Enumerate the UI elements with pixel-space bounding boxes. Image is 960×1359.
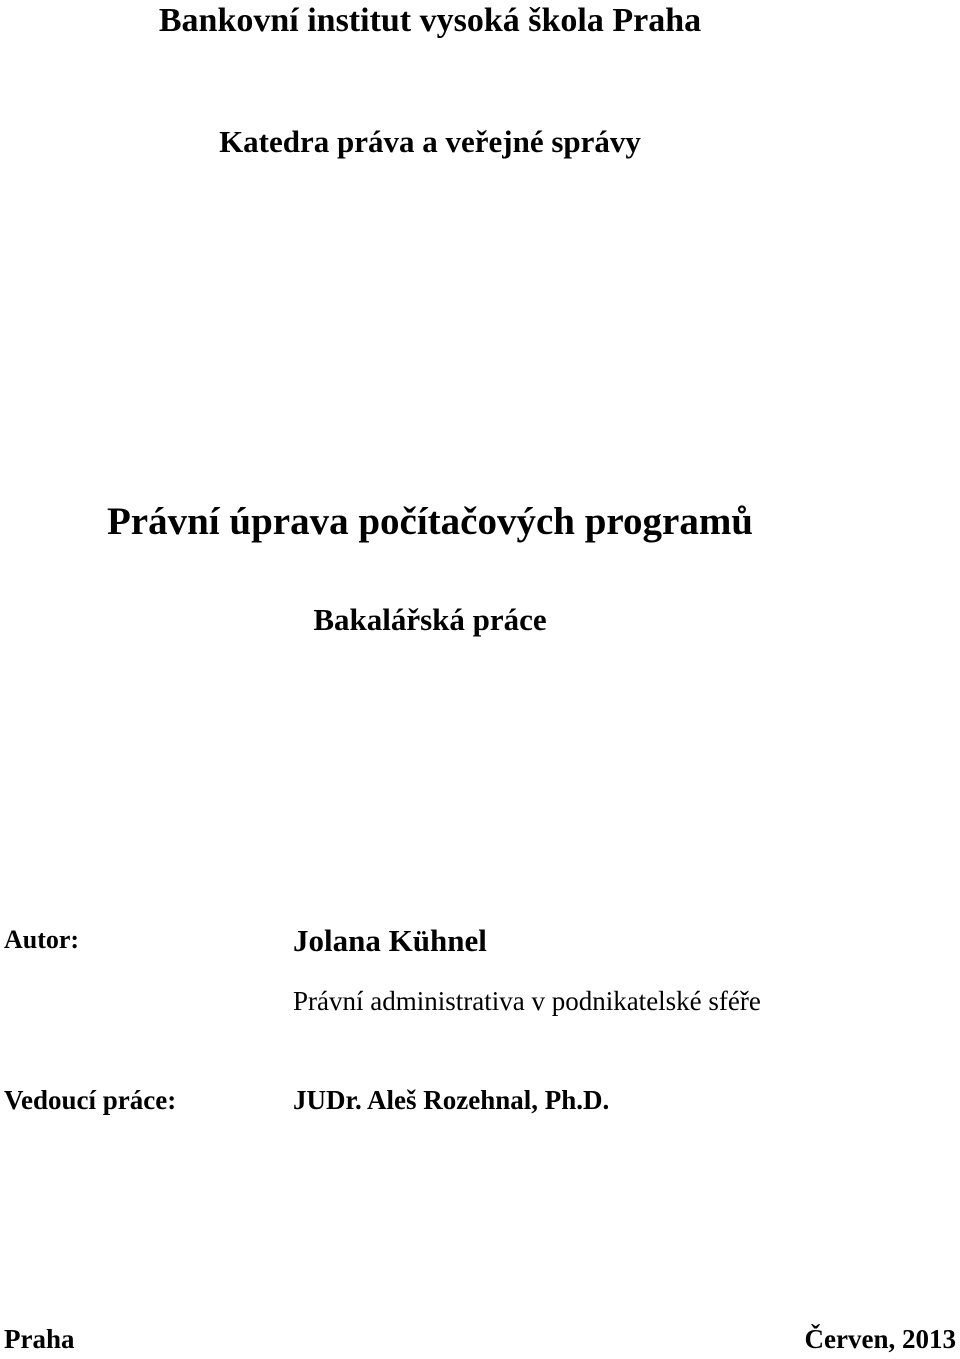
- author-label: Autor:: [4, 925, 80, 954]
- footer-date: Červen, 2013: [804, 1324, 956, 1354]
- supervisor-label: Vedoucí práce:: [4, 1085, 177, 1115]
- study-program: Právní administrativa v podnikatelské sféře: [293, 986, 761, 1016]
- footer-city: Praha: [4, 1324, 75, 1354]
- thesis-title: Právní úprava počítačových programů: [106, 500, 753, 543]
- thesis-type: Bakalářská práce: [313, 602, 547, 637]
- author-name: Jolana Kühnel: [293, 923, 487, 958]
- department-name: Katedra práva a veřejné správy: [219, 124, 641, 159]
- institution-name: Bankovní institut vysoká škola Praha: [158, 2, 702, 39]
- supervisor-name: JUDr. Aleš Rozehnal, Ph.D.: [293, 1085, 610, 1115]
